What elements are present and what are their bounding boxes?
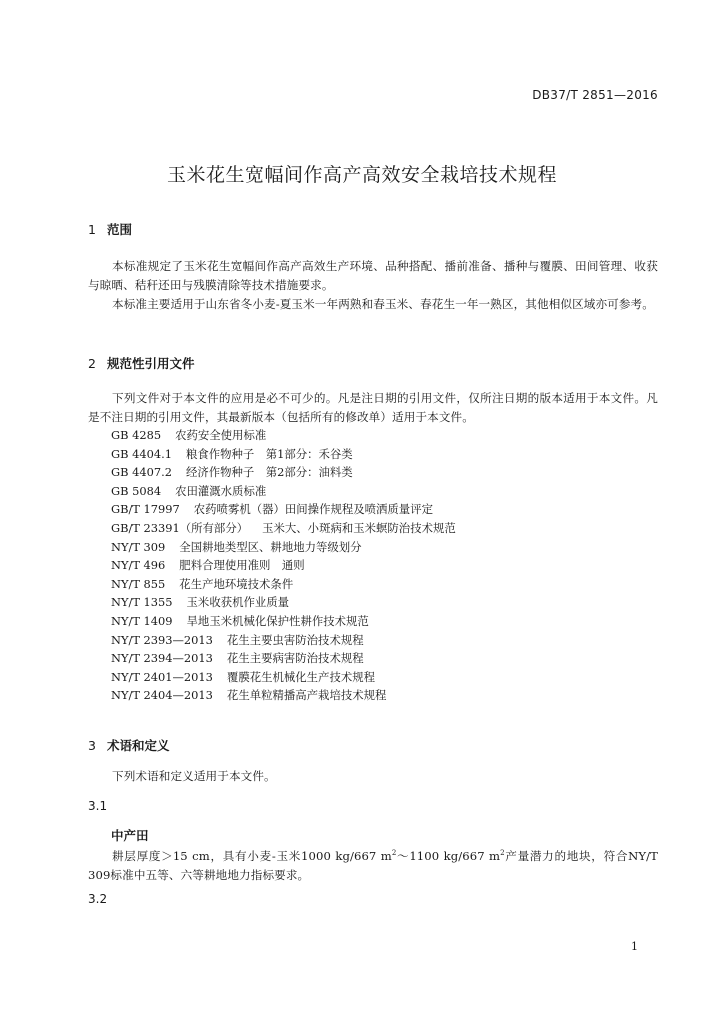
list-item [111, 593, 456, 612]
ref-code: GB 5084 [111, 483, 162, 498]
section-title: 术语和定义 [107, 738, 170, 753]
section-title: 范围 [107, 222, 133, 237]
ref-code: GB 4404.1 [111, 446, 172, 461]
term-definition [88, 844, 658, 885]
subsection-3-2-number: 3.2 [88, 892, 108, 906]
ref-title: 玉米大、小斑病和玉米螟防治技术规范 [262, 520, 456, 535]
section-3-heading [88, 736, 170, 754]
ref-title: 玉米收获机作业质量 [186, 595, 290, 610]
section-1-paragraph-2: 本标准主要适用于山东省冬小麦-夏玉米一年两熟和春玉米、春花生一年一熟区，其他相似区域亦可参考。 [112, 297, 654, 311]
list-item [111, 482, 456, 501]
section-2-heading [88, 354, 195, 372]
ref-code: NY/T 2404—2013 [111, 688, 213, 703]
ref-code: NY/T 2394—2013 [111, 651, 213, 666]
list-item [111, 556, 456, 575]
section-2-intro: 下列文件对于本文件的应用是必不可少的。凡是注日期的引用文件，仅所注日期的版本适用于本文件。凡是不注日期的引用文件，其最新版本（包括所有的修改单）适用于本文件。 [88, 391, 658, 424]
ref-title: 粮食作物种子 第1部分：禾谷类 [185, 446, 353, 461]
list-item [111, 463, 456, 482]
ref-title: 农药喷雾机（器）田间操作规程及喷洒质量评定 [193, 502, 433, 517]
list-item [111, 500, 456, 519]
section-title: 规范性引用文件 [107, 356, 195, 371]
list-item [111, 538, 456, 557]
list-item [111, 668, 456, 687]
ref-title: 经济作物种子 第2部分：油料类 [185, 465, 353, 480]
definition-part: 耕层厚度＞15 cm，具有小麦-玉米1000 kg/667 m [112, 849, 392, 863]
ref-code: NY/T 2401—2013 [111, 669, 213, 684]
ref-code: NY/T 496 [111, 558, 166, 573]
section-3-intro: 下列术语和定义适用于本文件。 [112, 769, 276, 783]
list-item [111, 686, 456, 705]
ref-title: 旱地玉米机械化保护性耕作技术规范 [186, 613, 369, 628]
ref-code: NY/T 2393—2013 [111, 632, 213, 647]
definition-part: 产量潜力的地块，符合NY/T 309标准中五等、六等耕地地力指标要求。 [88, 849, 658, 882]
term-heading: 中产田 [111, 828, 149, 843]
ref-title: 农田灌溉水质标准 [175, 483, 267, 498]
ref-code: NY/T 855 [111, 576, 166, 591]
ref-code: GB 4407.2 [111, 465, 172, 480]
ref-code: GB/T 17997 [111, 502, 180, 517]
normative-references-list [111, 426, 456, 705]
definition-part: ～1100 kg/667 m [396, 849, 501, 863]
superscript: 2 [500, 849, 505, 857]
ref-code: NY/T 309 [111, 539, 166, 554]
ref-title: 肥料合理使用准则 通则 [179, 558, 305, 573]
document-code: DB37/T 2851—2016 [532, 88, 658, 102]
ref-code: GB/T 23391（所有部分） [111, 520, 249, 535]
ref-title: 花生产地环境技术条件 [179, 576, 294, 591]
section-number: 1 [88, 222, 96, 237]
ref-title: 花生主要病害防治技术规程 [226, 651, 364, 666]
ref-title: 农药安全使用标准 [175, 428, 267, 442]
list-item [111, 426, 456, 445]
ref-title: 花生主要虫害防治技术规程 [226, 632, 364, 647]
list-item [111, 612, 456, 631]
list-item [111, 445, 456, 464]
list-item [111, 575, 456, 594]
section-number: 2 [88, 356, 96, 371]
superscript: 2 [391, 849, 397, 857]
list-item [111, 649, 456, 668]
ref-code: NY/T 1409 [111, 613, 173, 628]
ref-code: GB 4285 [111, 428, 162, 442]
section-number: 3 [88, 738, 96, 753]
subsection-3-1-number: 3.1 [88, 799, 108, 813]
list-item [111, 519, 456, 538]
section-1-heading [88, 220, 132, 238]
ref-title: 覆膜花生机械化生产技术规程 [226, 669, 376, 684]
ref-title: 花生单粒精播高产栽培技术规程 [226, 688, 387, 703]
list-item [111, 631, 456, 650]
ref-title: 全国耕地类型区、耕地地力等级划分 [179, 539, 362, 554]
section-1-paragraph-1: 本标准规定了玉米花生宽幅间作高产高效生产环境、品种搭配、播前准备、播种与覆膜、田间管理、收获与晾晒、秸秆还田与残膜清除等技术措施要求。 [88, 259, 658, 292]
page-number: 1 [631, 940, 638, 953]
ref-code: NY/T 1355 [111, 595, 173, 610]
document-title: 玉米花生宽幅间作高产高效安全栽培技术规程 [166, 164, 557, 186]
